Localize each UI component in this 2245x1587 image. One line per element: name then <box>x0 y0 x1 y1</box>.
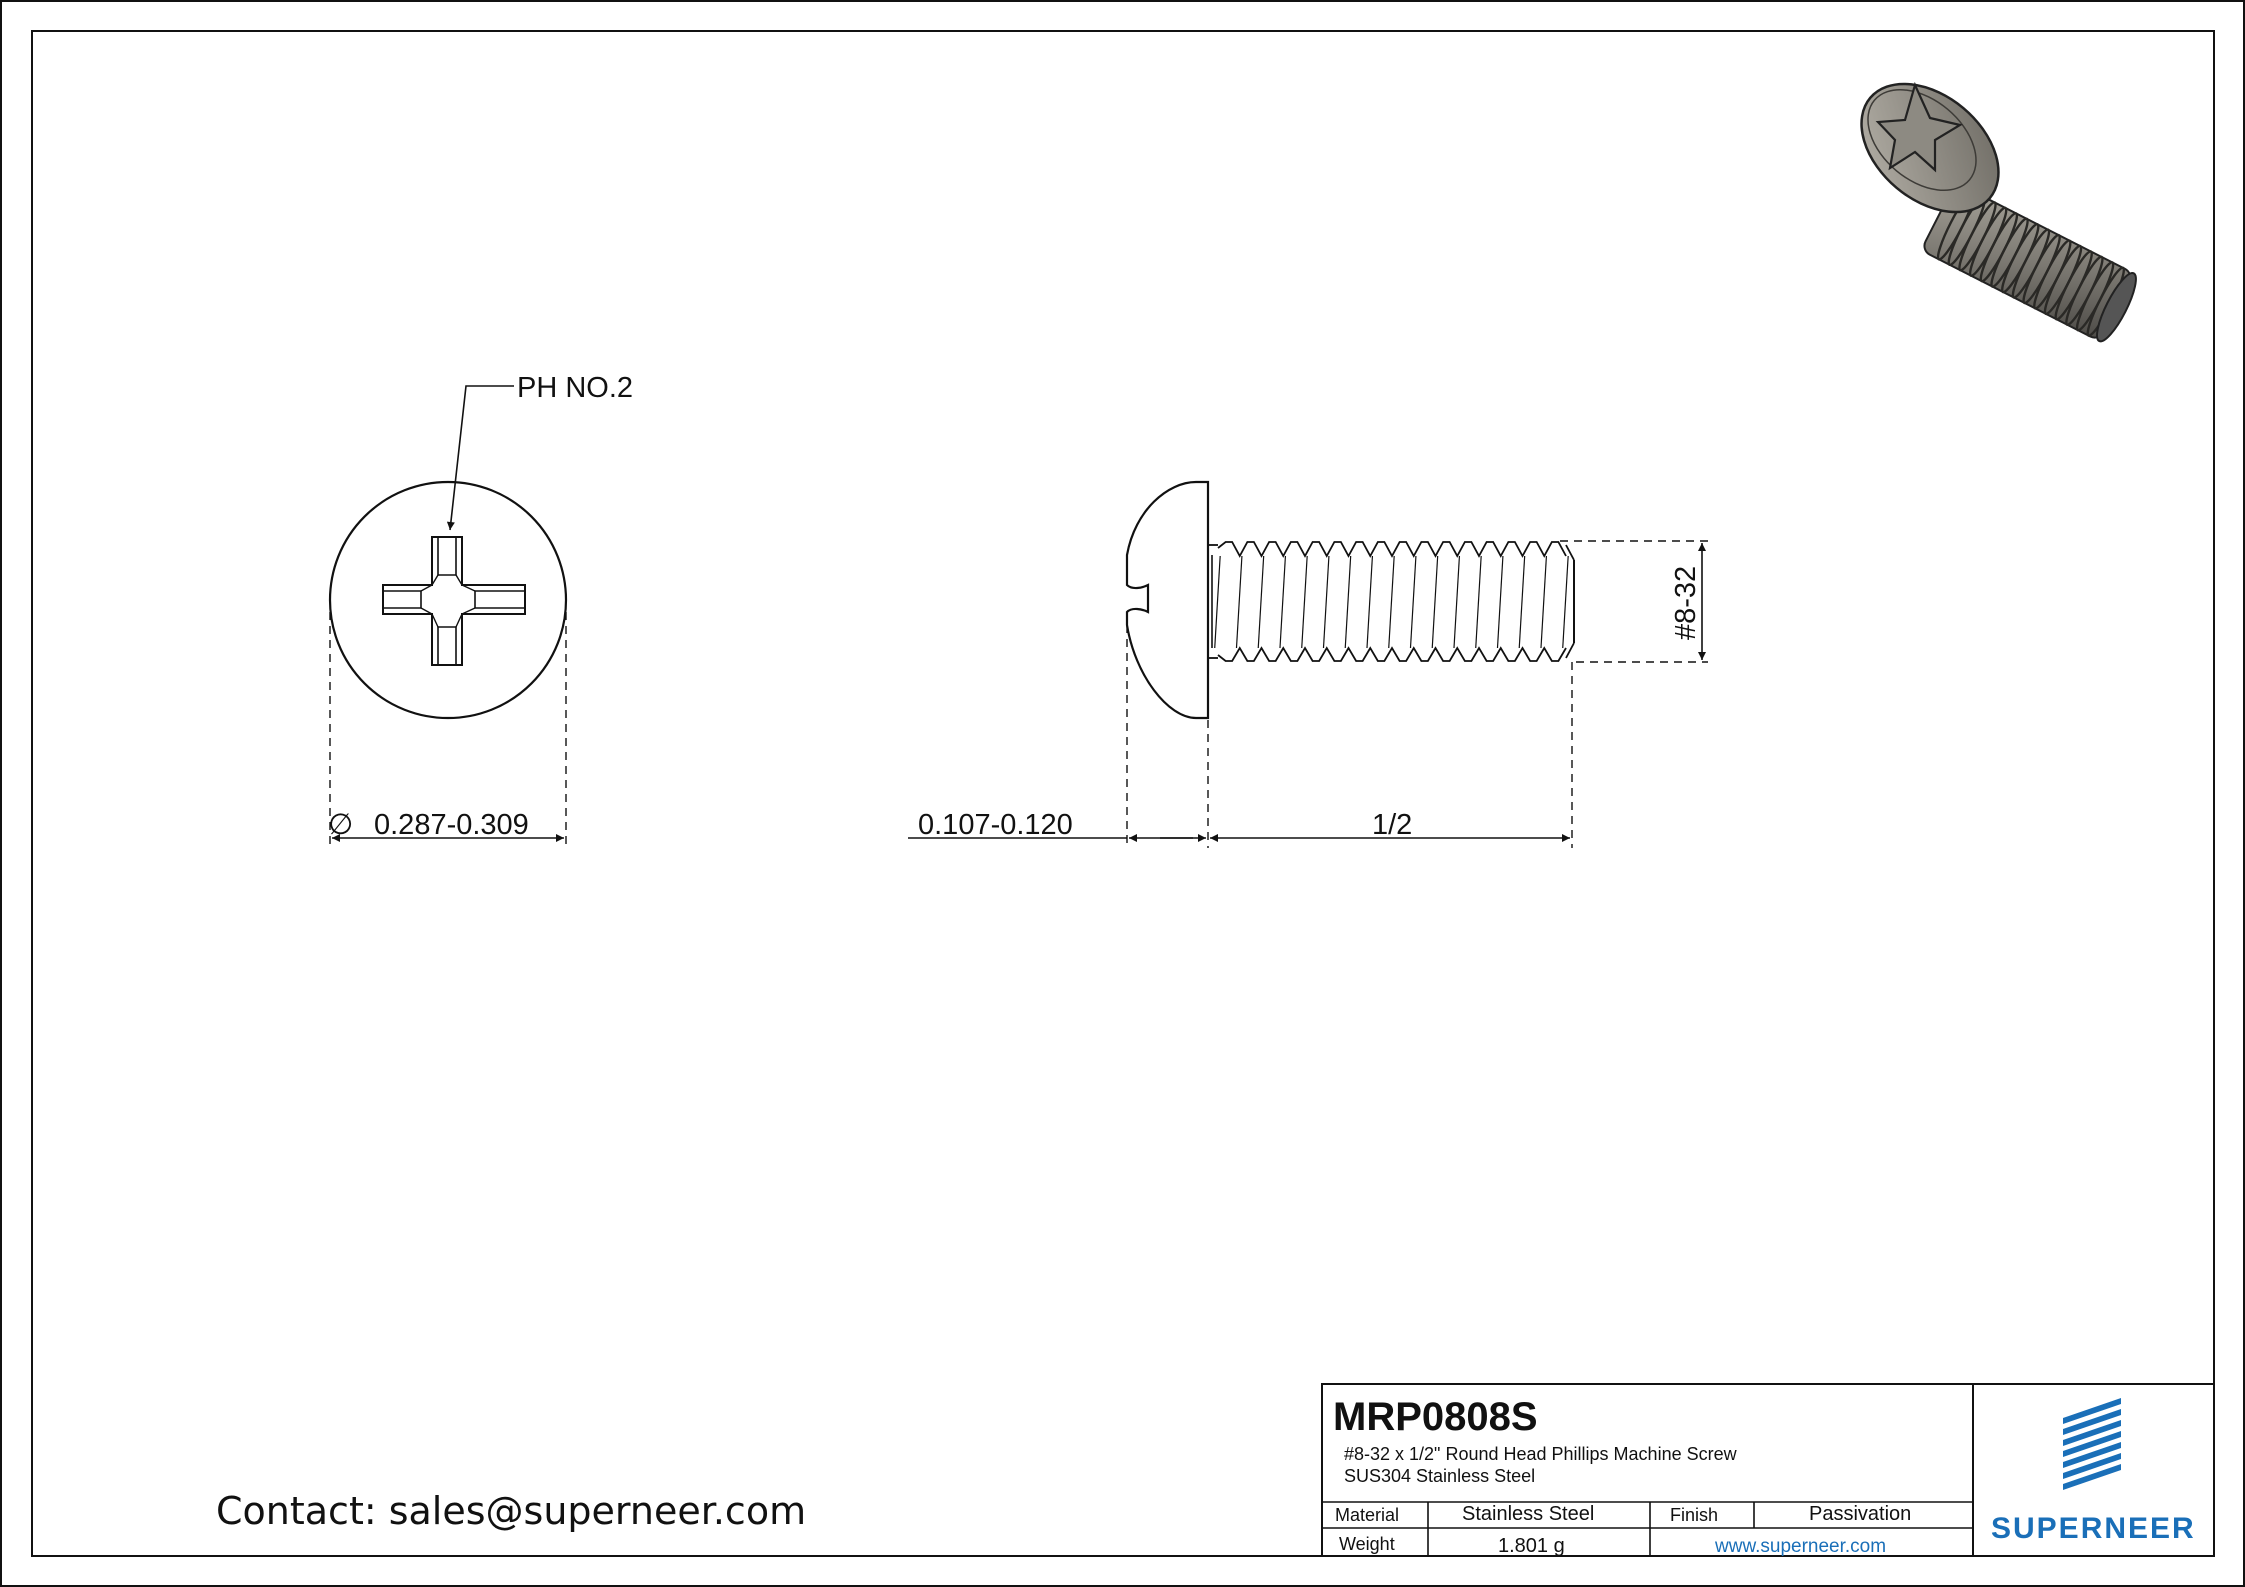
website-link[interactable]: www.superneer.com <box>1715 1536 1887 1557</box>
weight-label: Weight <box>1339 1534 1395 1554</box>
inner-border <box>32 31 2214 1556</box>
thread-dim: #8-32 <box>1670 565 1702 640</box>
head-height-dim: 0.107-0.120 <box>918 809 1073 841</box>
part-number: MRP0808S <box>1333 1395 1538 1439</box>
weight-value: 1.801 g <box>1498 1535 1565 1557</box>
material-label: Material <box>1335 1505 1400 1525</box>
description-line-2: SUS304 Stainless Steel <box>1344 1466 1536 1486</box>
description-line-1: #8-32 x 1/2" Round Head Phillips Machine Screw <box>1344 1444 1737 1464</box>
finish-label: Finish <box>1670 1505 1719 1525</box>
head-diameter-dim: 0.287-0.309 <box>374 809 529 841</box>
finish-value: Passivation <box>1809 1503 1912 1525</box>
outer-border <box>1 1 2244 1586</box>
ph-leader <box>450 386 514 530</box>
screw-3d-render <box>1837 58 2143 346</box>
thread-teeth <box>1215 542 1568 661</box>
phillips-callout: PH NO.2 <box>517 372 634 404</box>
length-dim: 1/2 <box>1372 809 1413 841</box>
side-view <box>908 482 1708 848</box>
head-view <box>330 482 566 847</box>
material-value: Stainless Steel <box>1462 1503 1595 1525</box>
superneer-logo-icon <box>2063 1398 2121 1490</box>
contact-email: Contact: sales@superneer.com <box>216 1489 807 1533</box>
brand-name: SUPERNEER <box>1991 1512 2196 1545</box>
diameter-symbol: ∅ <box>328 809 354 841</box>
